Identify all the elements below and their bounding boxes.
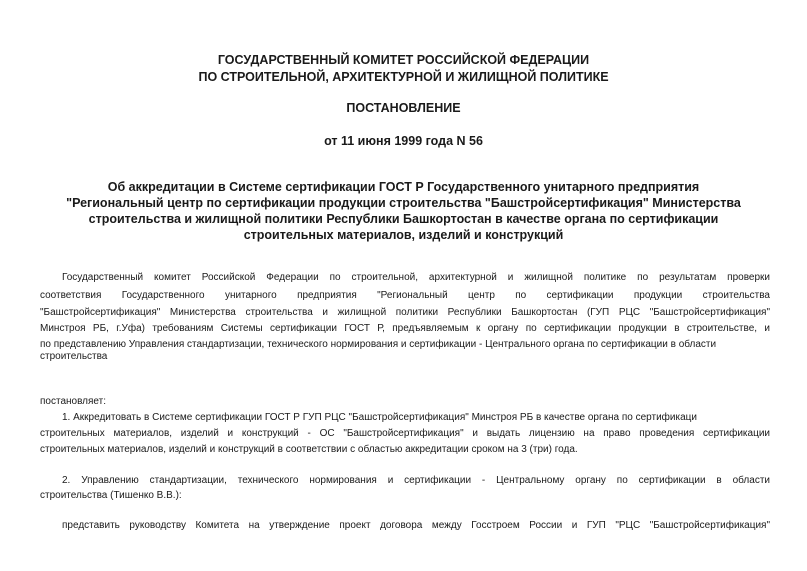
resolution-word: постановляет:: [40, 396, 107, 407]
clause-line: строительства (Тишенко В.В.):: [40, 490, 182, 501]
preamble-line: по представлению Управления стандартизации, технического нормирования и сертификации - Центрального органа по сертификации в области: [40, 339, 717, 350]
preamble-line: Государственный комитет Российской Федерации по строительной, архитектурной и жилищной политике по результатам проверки: [62, 272, 770, 283]
preamble-line: строительства: [40, 351, 108, 362]
issuer-line-2: ПО СТРОИТЕЛЬНОЙ, АРХИТЕКТУРНОЙ И ЖИЛИЩНОЙ ПОЛИТИКЕ: [198, 70, 609, 84]
issuer-line-1: ГОСУДАРСТВЕННЫЙ КОМИТЕТ РОССИЙСКОЙ ФЕДЕРАЦИИ: [217, 53, 590, 67]
clause-line: 1. Аккредитовать в Системе сертификации ГОСТ Р ГУП РЦС "Башстройсертификация" Минстроя РБ в качестве органа по сертификаци: [62, 412, 697, 423]
document-date-number: от 11 июня 1999 года N 56: [324, 134, 483, 148]
preamble-line: соответствия Государственного унитарного предприятия "Региональный центр по сертификации продукции строительства: [40, 290, 770, 301]
clause-line: строительных материалов, изделий и конструкций в соответствии с областью аккредитации сроком на 3 (три) года.: [40, 444, 578, 455]
preamble-line: Минстроя РБ, г.Уфа) требованиям Системы сертификации ГОСТ Р, предъявляемым к органу по сертификации продукции в строительстве, и: [40, 323, 770, 334]
document-title-line-1: Об аккредитации в Системе сертификации ГОСТ Р Государственного унитарного предприятия: [107, 180, 700, 194]
clause-2-subpoint: представить руководству Комитета на утверждение проект договора между Госстроем России и ГУП "РЦС "Башстройсертификация": [62, 520, 770, 531]
preamble-line: "Башстройсертификация" Министерства строительства и жилищной политики Республики Башкортостан (ГУП РЦС "Башстройсертификация": [40, 307, 770, 318]
document-type: ПОСТАНОВЛЕНИЕ: [346, 101, 461, 115]
document-title-line-2: "Региональный центр по сертификации продукции строительства "Башстройсертификация" Министерства: [66, 196, 741, 210]
clause-line: 2. Управлению стандартизации, технического нормирования и сертификации - Центральному органу по сертификации в области: [62, 475, 770, 486]
clause-line: строительных материалов, изделий и конструкций - ОС "Башстройсертификация" и выдать лицензию на право проведения сертификации: [40, 428, 770, 439]
document-title-line-3: строительства и жилищной политики Республики Башкортостан в качестве органа по сертификации: [88, 212, 719, 226]
document-title-line-4: строительных материалов, изделий и конструкций: [243, 228, 564, 242]
